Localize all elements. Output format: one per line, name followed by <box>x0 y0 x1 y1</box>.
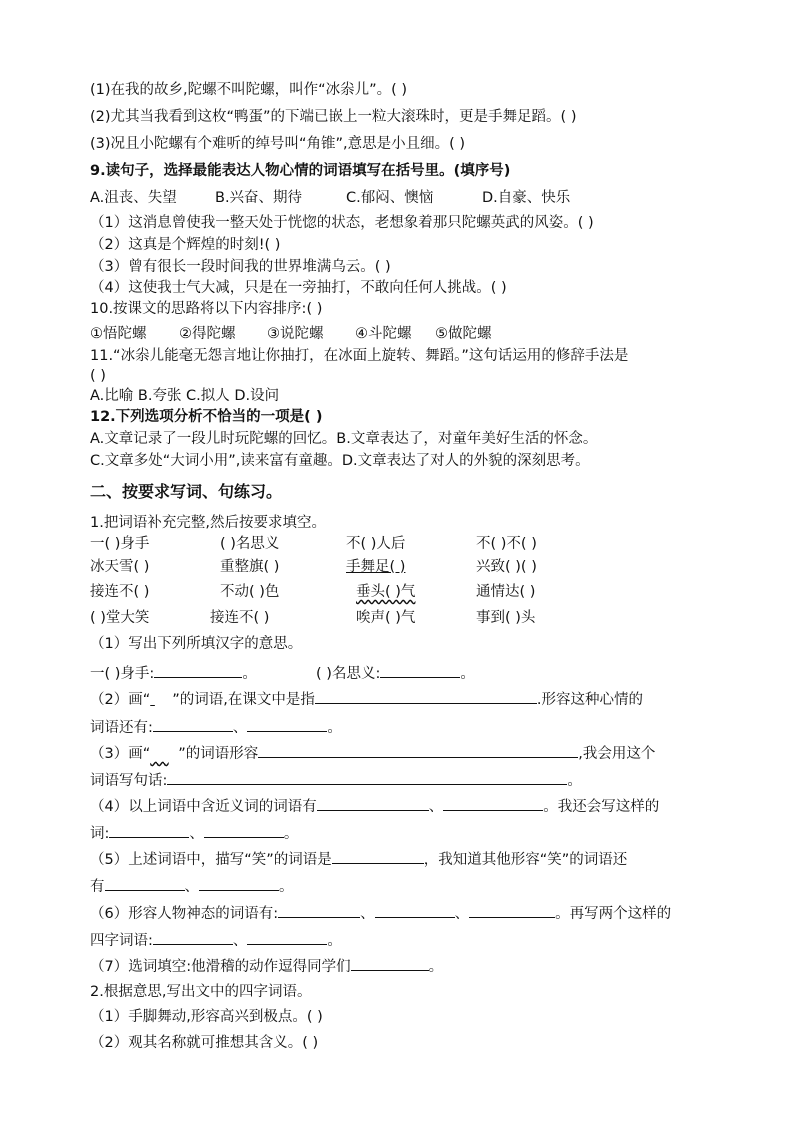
grid-word-wavy: 垂头( )气 <box>356 584 416 600</box>
period: 。 <box>428 959 444 975</box>
grid-word: 不( )不( ) <box>476 536 537 552</box>
answer-blank[interactable] <box>105 875 185 891</box>
p2-item-2: （2）观其名称就可推想其含义。( ) <box>90 1035 319 1051</box>
q12-line-1: A.文章记录了一段儿时玩陀螺的回忆。B.文章表达了，对童年美好生活的怀念。 <box>90 431 598 447</box>
separator: 、 <box>232 933 248 949</box>
q11-options: A.比喻 B.夸张 C.拟人 D.设问 <box>90 388 280 404</box>
q9-item-3: （3）曾有很长一段时间我的世界堆满乌云。( ) <box>90 259 391 275</box>
s2-a-text: （2）画“ <box>90 692 151 708</box>
s3-b-text: ”的词语形容 <box>178 746 259 762</box>
answer-blank[interactable] <box>315 688 537 704</box>
period: 。 <box>283 826 299 842</box>
s4-b-text: 。我还会写这样的 <box>543 799 660 815</box>
s2-c-text: .形容这种心情的 <box>536 692 643 708</box>
p1-s2-line-1 <box>90 688 730 710</box>
period: 。 <box>279 879 294 895</box>
grid-word-underlined: 手舞足( ) <box>346 559 406 575</box>
section-2-title: 二、按要求写词、句练习。 <box>90 482 283 501</box>
p1-grid-row-3 <box>90 582 730 602</box>
grid-word: 通情达( ) <box>476 584 536 600</box>
s5-a-text: （5）上述词语中，描写“笑”的词语是 <box>90 852 332 868</box>
grid-word: ( )名思义 <box>220 536 280 552</box>
s2-b-text: ”的词语,在课文中是指 <box>172 692 315 708</box>
q9-option-b: B.兴奋、期待 <box>215 190 303 206</box>
p1-grid-row-1 <box>90 534 730 554</box>
p1-s3-line-2 <box>90 769 730 791</box>
separator: 、 <box>189 826 204 842</box>
grid-word: 不动( )色 <box>220 584 280 600</box>
q10-option-1: ①悟陀螺 <box>90 326 147 342</box>
q12-line-2: C.文章多处“大词小用”,读来富有童趣。D.文章表达了对人的外貌的深刻思考。 <box>90 453 590 469</box>
answer-blank[interactable] <box>317 795 429 811</box>
q9-option-a: A.沮丧、失望 <box>90 190 177 206</box>
p1-s1-label: （1）写出下列所填汉字的意思。 <box>90 636 303 652</box>
separator: 、 <box>232 720 248 736</box>
answer-blank[interactable] <box>153 929 233 945</box>
q11-line-2: ( ) <box>90 368 106 384</box>
answer-blank[interactable] <box>153 716 233 732</box>
s3-c-text: ,我会用这个 <box>578 746 656 762</box>
answer-blank[interactable] <box>167 769 567 785</box>
answer-blank[interactable] <box>469 902 555 918</box>
p1-grid-row-2 <box>90 557 730 577</box>
q10-option-3: ③说陀螺 <box>267 326 324 342</box>
grid-word: 兴致( )( ) <box>476 559 537 575</box>
q10-option-2: ②得陀螺 <box>179 326 236 342</box>
separator: 、 <box>360 906 375 922</box>
q9-item-4: （4）这使我士气大减，只是在一旁抽打，不敢向任何人挑战。( ) <box>90 280 507 296</box>
s6-a-text: （6）形容人物神态的词语有: <box>90 906 279 922</box>
answer-blank[interactable] <box>247 716 327 732</box>
separator: 、 <box>184 879 199 895</box>
s3-a-text: （3）画“ <box>90 746 151 762</box>
answer-blank[interactable] <box>351 955 429 971</box>
separator: 、 <box>428 799 444 815</box>
period: 。 <box>327 720 342 736</box>
period: 。 <box>460 666 475 682</box>
s5-b-text: ，我知道其他形容“笑”的词语还 <box>423 852 628 868</box>
q10-option-4: ④斗陀螺 <box>355 326 412 342</box>
s3-d-text: 词语写句话: <box>90 773 168 789</box>
q9-option-d: D.自豪、快乐 <box>482 190 571 206</box>
grid-word: ( )堂大笑 <box>90 610 150 626</box>
p1-s4-line-1 <box>90 795 730 817</box>
s6-b-text: 。再写两个这样的 <box>555 906 672 922</box>
answer-blank[interactable] <box>278 902 360 918</box>
p1-s5-line-1 <box>90 848 730 870</box>
p1-s3-line-1 <box>90 742 730 764</box>
grid-word: 一( )身手 <box>90 536 150 552</box>
q10-option-5: ⑤做陀螺 <box>435 326 492 342</box>
p1-s7-line <box>90 955 730 977</box>
s1-a-text: 一( )身手: <box>90 666 155 682</box>
q10-title: 10.按课文的思路将以下内容排序:( ) <box>90 301 323 317</box>
period: 。 <box>242 666 257 682</box>
grid-word: 不( )人后 <box>346 536 406 552</box>
p1-s6-line-1 <box>90 902 730 924</box>
p1-s4-line-2 <box>90 822 730 844</box>
grid-word: 唉声( )气 <box>356 610 416 626</box>
s2-d-text: 词语还有: <box>90 720 153 736</box>
grid-word: 接连不( ) <box>210 610 270 626</box>
answer-blank[interactable] <box>443 795 543 811</box>
answer-blank[interactable] <box>154 662 242 678</box>
period: 。 <box>327 933 342 949</box>
p2-item-1: （1）手脚舞动,形容高兴到极点。( ) <box>90 1009 323 1025</box>
answer-blank[interactable] <box>247 929 327 945</box>
answer-blank[interactable] <box>109 822 189 838</box>
q9-option-c: C.郁闷、懊恼 <box>346 190 434 206</box>
q9-title: 9.读句子，选择最能表达人物心情的词语填写在括号里。(填序号) <box>90 163 511 179</box>
answer-blank[interactable] <box>332 848 424 864</box>
q8-item-1: (1)在我的故乡,陀螺不叫陀螺，叫作“冰尜儿”。( ) <box>90 82 408 98</box>
p1-s2-line-2 <box>90 716 730 738</box>
p1-grid-row-4 <box>90 608 730 628</box>
grid-word: 事到( )头 <box>476 610 536 626</box>
answer-blank[interactable] <box>380 662 460 678</box>
period: 。 <box>567 773 582 789</box>
q11-line-1: 11.“冰尜儿能毫无怨言地让你抽打，在冰面上旋转、舞蹈。”这句话运用的修辞手法是 <box>90 348 629 364</box>
p1-s1-line <box>90 662 730 684</box>
p1-s6-line-2 <box>90 929 730 951</box>
separator: 、 <box>454 906 470 922</box>
grid-word: 冰天雪( ) <box>90 559 150 575</box>
answer-blank[interactable] <box>199 875 279 891</box>
q12-title: 12.下列选项分析不恰当的一项是( ) <box>90 409 323 425</box>
p1-title: 1.把词语补充完整,然后按要求填空。 <box>90 515 326 531</box>
q9-item-1: （1）这消息曾使我一整天处于恍惚的状态，老想象着那只陀螺英武的风姿。( ) <box>90 215 594 231</box>
s4-c-text: 词: <box>90 826 110 842</box>
grid-word: 接连不( ) <box>90 584 150 600</box>
q8-item-3: (3)况且小陀螺有个难听的绰号叫“角锥”,意思是小且细。( ) <box>90 136 466 152</box>
q10-options <box>90 324 730 344</box>
q8-item-2: (2)尤其当我看到这枚“鸭蛋”的下端已嵌上一粒大滚珠时，更是手舞足蹈。( ) <box>90 109 577 125</box>
answer-blank[interactable] <box>258 742 578 758</box>
grid-word: 重整旗( ) <box>220 559 280 575</box>
q9-options <box>90 188 730 208</box>
q9-item-2: （2）这真是个辉煌的时刻!( ) <box>90 237 281 253</box>
p2-title: 2.根据意思,写出文中的四字词语。 <box>90 984 312 1000</box>
s5-c-text: 有 <box>90 879 105 895</box>
answer-blank[interactable] <box>375 902 455 918</box>
s4-a-text: （4）以上词语中含近义词的词语有 <box>90 799 317 815</box>
p1-s5-line-2 <box>90 875 730 897</box>
s6-c-text: 四字词语: <box>90 933 153 949</box>
s7-a-text: （7）选词填空:他滑稽的动作逗得同学们 <box>90 959 351 975</box>
answer-blank[interactable] <box>204 822 284 838</box>
s1-b-text: ( )名思义: <box>316 666 381 682</box>
